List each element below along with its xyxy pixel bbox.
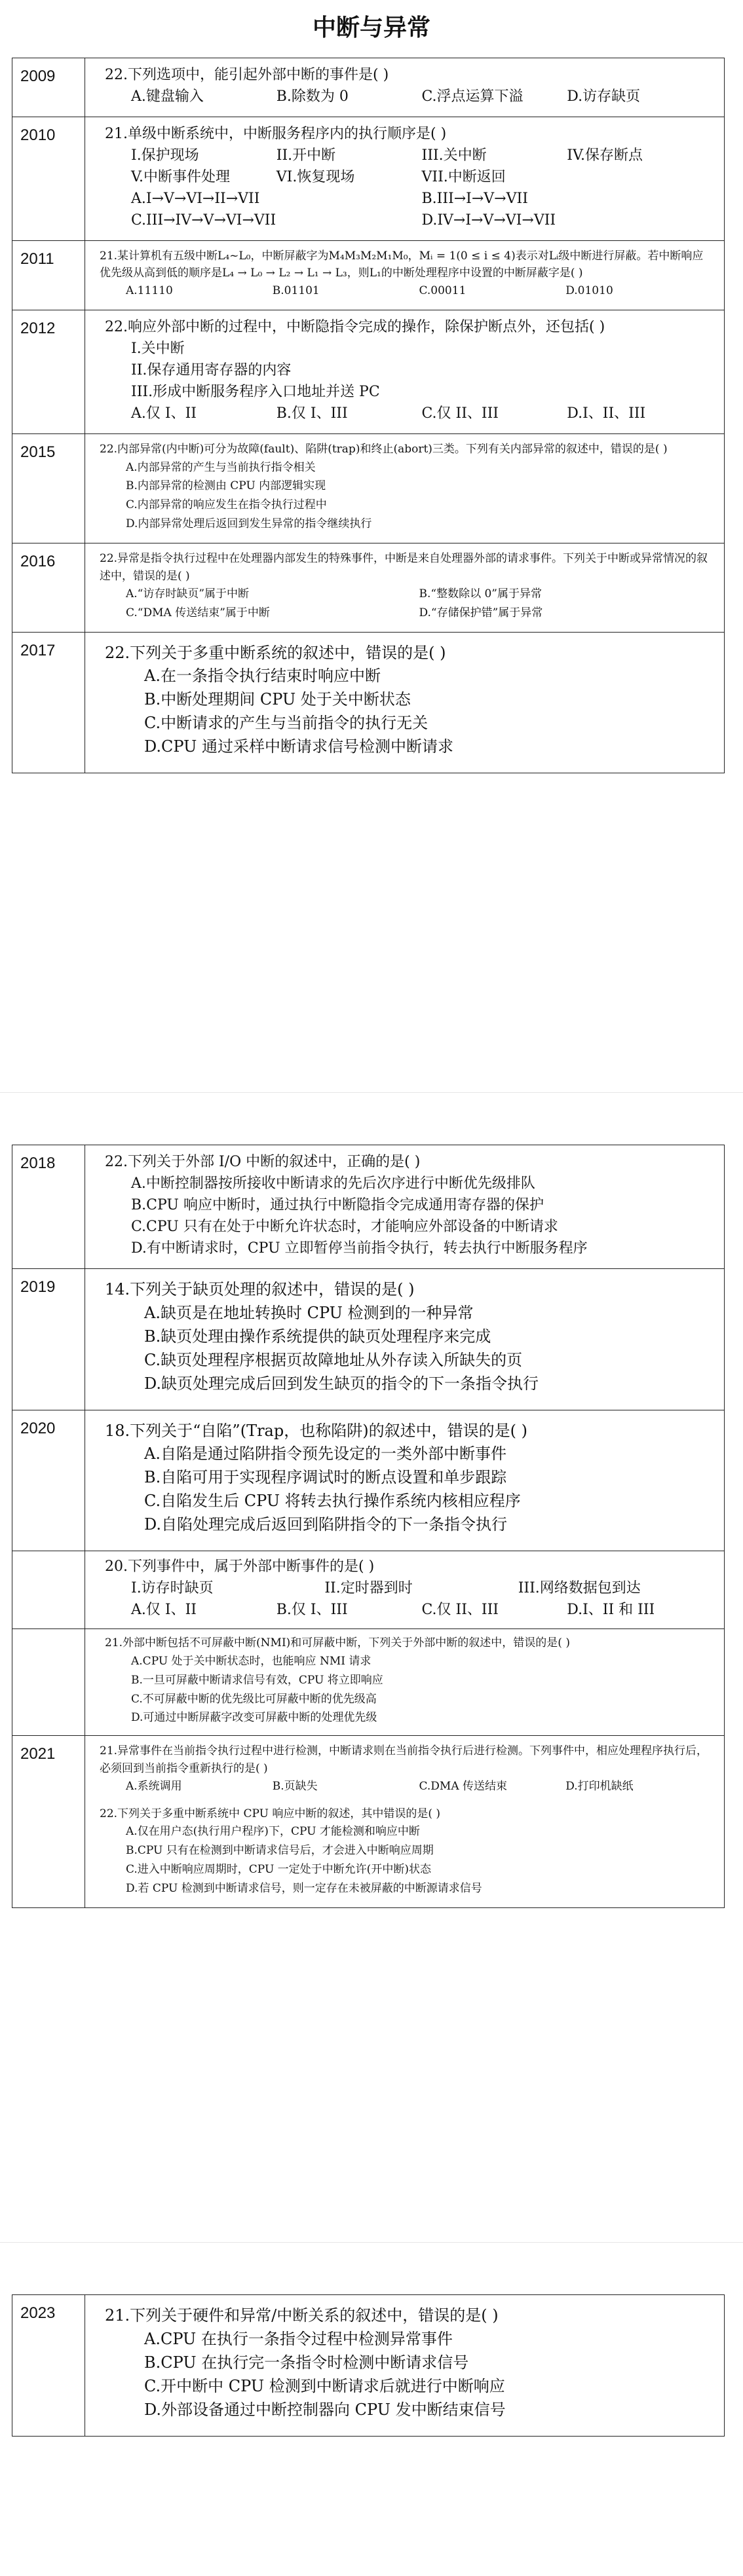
option: A.仅 I、II xyxy=(131,405,197,422)
option: C.开中断中 CPU 检测到中断请求后就进行中断响应 xyxy=(144,2376,505,2395)
options-list xyxy=(105,188,712,231)
options-list xyxy=(105,145,712,188)
question-cell xyxy=(85,632,725,773)
question-row xyxy=(12,1736,725,1907)
option: I.保护现场 xyxy=(131,147,199,164)
option: A.在一条指令执行结束时响应中断 xyxy=(144,667,381,686)
question-table-3 xyxy=(12,2294,725,2437)
options-list xyxy=(100,585,712,623)
options-list xyxy=(100,458,712,534)
year-cell: 2019 xyxy=(12,1268,85,1410)
option: A.I→V→VI→II→VII xyxy=(131,190,260,207)
year-cell: 2012 xyxy=(12,310,85,434)
question-row xyxy=(12,240,725,310)
options-list xyxy=(105,1301,712,1395)
option: B.01101 xyxy=(272,284,320,298)
question xyxy=(105,642,712,759)
question xyxy=(105,1278,712,1395)
option xyxy=(567,166,712,188)
question-cell xyxy=(85,117,725,240)
option: A.仅在用户态(执行用户程序)下，CPU 才能检测和响应中断 xyxy=(126,1825,420,1839)
option: D.I、II、III xyxy=(567,405,646,422)
question-cell xyxy=(85,1410,725,1551)
question-stem: 21.下列关于硬件和异常/中断关系的叙述中，错误的是( ) xyxy=(105,2306,499,2325)
option: B.缺页处理由操作系统提供的缺页处理程序来完成 xyxy=(144,1327,491,1346)
question-stem: 22.下列选项中，能引起外部中断的事件是( ) xyxy=(105,67,389,83)
question-row xyxy=(12,310,725,434)
option: D.有中断请求时，CPU 立即暂停当前指令执行，转去执行中断服务程序 xyxy=(131,1240,588,1257)
options-list xyxy=(105,1577,712,1599)
option: C.自陷发生后 CPU 将转去执行操作系统内核相应程序 xyxy=(144,1492,521,1511)
option: A.“访存时缺页”属于中断 xyxy=(126,587,250,600)
option: A.中断控制器按所接收中断请求的先后次序进行中断优先级排队 xyxy=(131,1175,535,1192)
question xyxy=(100,550,712,622)
options-list xyxy=(105,1652,712,1728)
question-row xyxy=(12,1268,725,1410)
question-row xyxy=(12,632,725,773)
year-cell: 2009 xyxy=(12,58,85,117)
option: II.保存通用寄存器的内容 xyxy=(131,362,292,379)
option: IV.保存断点 xyxy=(567,147,643,164)
option: C.III→IV→V→VI→VII xyxy=(131,212,276,229)
question-row xyxy=(12,434,725,543)
options-list xyxy=(100,1777,712,1796)
question-stem: 22.异常是指令执行过程中在处理器内部发生的特殊事件，中断是来自处理器外部的请求事件。下列关于中断或异常情况的叙述中，错误的是( ) xyxy=(100,552,708,583)
option: D.01010 xyxy=(565,284,613,298)
question-stem: 22.下列关于外部 I/O 中断的叙述中，正确的是( ) xyxy=(105,1154,421,1170)
question-cell xyxy=(85,1145,725,1269)
option: III.形成中断服务程序入口地址并送 PC xyxy=(131,384,380,401)
question-cell xyxy=(85,1736,725,1907)
year-cell xyxy=(12,1551,85,1629)
question xyxy=(100,1742,712,1796)
question-cell xyxy=(85,1629,725,1736)
option: C.进入中断响应周期时，CPU 一定处于中断允许(开中断)状态 xyxy=(126,1862,431,1876)
question-row xyxy=(12,1410,725,1551)
option: B.III→I→V→VII xyxy=(421,190,528,207)
options-list xyxy=(105,86,712,107)
year-cell: 2021 xyxy=(12,1736,85,1907)
question xyxy=(105,2304,712,2421)
option: B.内部异常的检测由 CPU 内部逻辑实现 xyxy=(126,479,326,493)
question-stem: 22.内部异常(内中断)可分为故障(fault)、陷阱(trap)和终止(abort)三类。下列有关内部异常的叙述中，错误的是( ) xyxy=(100,443,668,456)
question xyxy=(105,124,712,188)
option: A.CPU 处于关中断状态时，也能响应 NMI 请求 xyxy=(131,1654,372,1668)
question-stem: 21.单级中断系统中，中断服务程序内的执行顺序是( ) xyxy=(105,125,447,142)
option: C.DMA 传送结束 xyxy=(419,1779,508,1793)
option: C.仅 II、III xyxy=(421,405,499,422)
question-row xyxy=(12,58,725,117)
option: B.CPU 响应中断时，通过执行中断隐指令完成通用寄存器的保护 xyxy=(131,1196,544,1213)
option: A.内部异常的产生与当前执行指令相关 xyxy=(126,460,316,474)
question-stem: 22.响应外部中断的过程中，中断隐指令完成的操作，除保护断点外，还包括( ) xyxy=(105,319,605,336)
question-table-2 xyxy=(12,1145,725,1908)
page-title: 中断与异常 xyxy=(312,14,430,41)
option: D.内部异常处理后返回到发生异常的指令继续执行 xyxy=(126,517,372,531)
question-row xyxy=(12,1551,725,1629)
option: D.若 CPU 检测到中断请求信号，则一定存在未被屏蔽的中断源请求信号 xyxy=(126,1881,482,1895)
options-list xyxy=(105,2327,712,2421)
page-3 xyxy=(0,2247,743,2576)
page-1 xyxy=(0,0,743,1087)
option: A.仅 I、II xyxy=(131,1602,197,1619)
question-cell xyxy=(85,434,725,543)
page-2 xyxy=(0,1097,743,2237)
question xyxy=(105,1152,712,1259)
year-cell: 2010 xyxy=(12,117,85,240)
option: I.访存时缺页 xyxy=(131,1580,214,1597)
question-cell xyxy=(85,1268,725,1410)
question xyxy=(105,65,712,107)
question-cell xyxy=(85,2295,725,2437)
option: D.打印机缺纸 xyxy=(565,1779,634,1793)
option: B.仅 I、III xyxy=(276,1602,348,1619)
year-cell: 2017 xyxy=(12,632,85,773)
option: C.CPU 只有在处于中断允许状态时，才能响应外部设备的中断请求 xyxy=(131,1218,558,1235)
question-stem: 21.外部中断包括不可屏蔽中断(NMI)和可屏蔽中断，下列关于外部中断的叙述中，错误的是( ) xyxy=(105,1636,570,1650)
year-cell: 2016 xyxy=(12,543,85,632)
option: B.仅 I、III xyxy=(276,405,348,422)
question xyxy=(100,441,712,534)
question-cell xyxy=(85,240,725,310)
option: C.仅 II、III xyxy=(421,1602,499,1619)
question-row xyxy=(12,1145,725,1269)
option: II.定时器到时 xyxy=(324,1580,413,1597)
question xyxy=(105,1634,712,1727)
question xyxy=(105,1599,712,1621)
option: C.不可屏蔽中断的优先级比可屏蔽中断的优先级高 xyxy=(131,1692,377,1706)
option: D.自陷处理完成后返回到陷阱指令的下一条指令执行 xyxy=(144,1515,508,1534)
option: VII.中断返回 xyxy=(421,168,506,185)
option: B.页缺失 xyxy=(272,1779,318,1793)
options-list xyxy=(105,403,712,424)
option: D.缺页处理完成后回到发生缺页的指令的下一条指令执行 xyxy=(144,1374,539,1393)
year-cell: 2023 xyxy=(12,2295,85,2437)
option: III.网络数据包到达 xyxy=(518,1580,641,1597)
question-cell xyxy=(85,1551,725,1629)
question-stem: 14.下列关于缺页处理的叙述中，错误的是( ) xyxy=(105,1279,415,1298)
question-cell xyxy=(85,58,725,117)
option: III.关中断 xyxy=(421,147,487,164)
option: VI.恢复现场 xyxy=(276,168,355,185)
options-list xyxy=(105,338,712,403)
question xyxy=(100,1805,712,1898)
question xyxy=(105,188,712,231)
question-row xyxy=(12,543,725,632)
question xyxy=(105,1556,712,1599)
question-cell xyxy=(85,310,725,434)
year-cell: 2018 xyxy=(12,1145,85,1269)
question-stem: 21.异常事件在当前指令执行过程中进行检测，中断请求则在当前指令执行后进行检测。下列事件中，相应处理程序执行后，必须回到当前指令重新执行的是( ) xyxy=(100,1744,708,1775)
option: D.外部设备通过中断控制器向 CPU 发中断结束信号 xyxy=(144,2400,506,2419)
option: B.CPU 在执行完一条指令时检测中断请求信号 xyxy=(144,2353,469,2372)
option: D.访存缺页 xyxy=(567,88,641,105)
question xyxy=(100,248,712,301)
option: D.CPU 通过采样中断请求信号检测中断请求 xyxy=(144,737,453,756)
option: D.I、II 和 III xyxy=(567,1602,655,1619)
year-cell: 2020 xyxy=(12,1410,85,1551)
option: C.“DMA 传送结束”属于中断 xyxy=(126,606,270,619)
question xyxy=(105,403,712,424)
option: B.中断处理期间 CPU 处于关中断状态 xyxy=(144,690,411,709)
year-cell xyxy=(12,1629,85,1736)
option: B.一旦可屏蔽中断请求信号有效，CPU 将立即响应 xyxy=(131,1673,383,1687)
question-row xyxy=(12,2295,725,2437)
option: C.中断请求的产生与当前指令的执行无关 xyxy=(144,714,429,733)
option: B.除数为 0 xyxy=(276,88,349,105)
options-list xyxy=(100,282,712,301)
option: II.开中断 xyxy=(276,147,336,164)
question-table-1 xyxy=(12,58,725,773)
option: A.CPU 在执行一条指令过程中检测异常事件 xyxy=(144,2329,453,2348)
question xyxy=(105,1420,712,1537)
option: V.中断事件处理 xyxy=(131,168,231,185)
option: A.键盘输入 xyxy=(131,88,204,105)
question-stem: 21.某计算机有五级中断L₄~L₀，中断屏蔽字为M₄M₃M₂M₁M₀，Mᵢ = 1(0 ≤ i ≤ 4)表示对Lᵢ级中断进行屏蔽。若中断响应优先级从高到低的顺序是L₄ → L₀ → L₂ → L₁ → L₃，则L₁的中断处理程序中设置的中断屏蔽字是( ) xyxy=(100,249,704,280)
options-list xyxy=(105,1442,712,1536)
question xyxy=(105,317,712,403)
option: C.浮点运算下溢 xyxy=(421,88,524,105)
option: A.自陷是通过陷阱指令预先设定的一类外部中断事件 xyxy=(144,1444,506,1463)
option: B.自陷可用于实现程序调试时的断点设置和单步跟踪 xyxy=(144,1468,507,1487)
question-stem: 18.下列关于“自陷”(Trap，也称陷阱)的叙述中，错误的是( ) xyxy=(105,1421,527,1440)
year-cell: 2015 xyxy=(12,434,85,543)
question-stem: 22.下列关于多重中断系统的叙述中，错误的是( ) xyxy=(105,643,446,662)
page-separator xyxy=(0,2242,743,2243)
year-cell: 2011 xyxy=(12,240,85,310)
option: B.CPU 只有在检测到中断请求信号后，才会进入中断响应周期 xyxy=(126,1844,434,1858)
options-list xyxy=(105,1599,712,1621)
option: A.11110 xyxy=(126,284,173,298)
question-row xyxy=(12,1629,725,1736)
question-stem: 22.下列关于多重中断系统中 CPU 响应中断的叙述，其中错误的是( ) xyxy=(100,1807,440,1820)
question-cell xyxy=(85,543,725,632)
option: D.可通过中断屏蔽字改变可屏蔽中断的处理优先级 xyxy=(131,1711,377,1725)
option: I.关中断 xyxy=(131,340,185,358)
option: C.00011 xyxy=(419,284,467,298)
option: D.IV→I→V→VI→VII xyxy=(421,212,556,229)
page-separator xyxy=(0,1092,743,1093)
options-list xyxy=(105,664,712,758)
option: C.缺页处理程序根据页故障地址从外存读入所缺失的页 xyxy=(144,1350,523,1369)
question-stem: 20.下列事件中，属于外部中断事件的是( ) xyxy=(105,1558,375,1575)
options-list xyxy=(100,1822,712,1898)
option: A.系统调用 xyxy=(126,1779,182,1793)
option: D.“存储保护错”属于异常 xyxy=(419,606,543,619)
options-list xyxy=(105,1173,712,1259)
question-row xyxy=(12,117,725,240)
option: A.缺页是在地址转换时 CPU 检测到的一种异常 xyxy=(144,1303,474,1322)
option: B.“整数除以 0”属于异常 xyxy=(419,587,542,600)
option: C.内部异常的响应发生在指令执行过程中 xyxy=(126,498,327,512)
